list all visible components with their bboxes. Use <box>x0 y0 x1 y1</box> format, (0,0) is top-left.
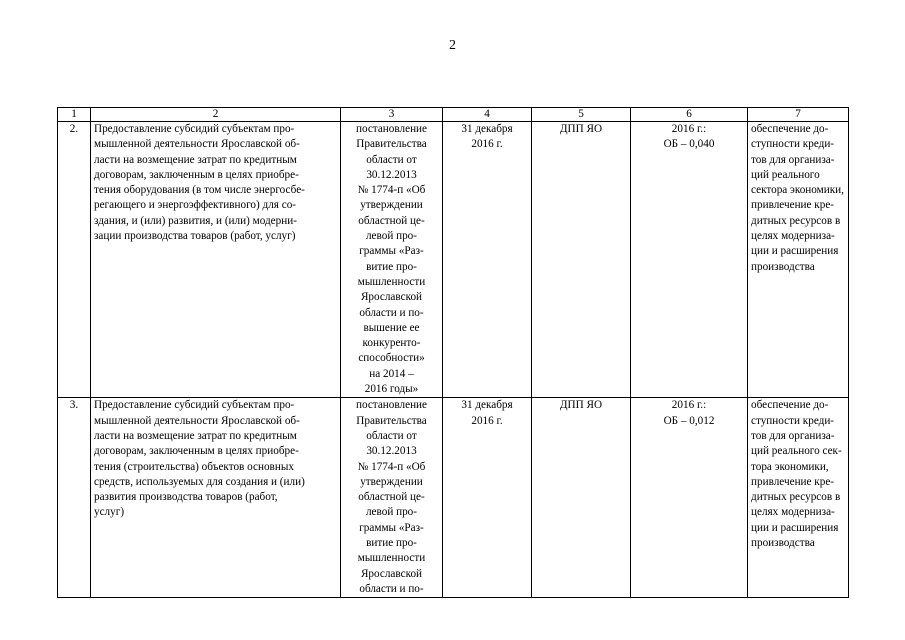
measures-table <box>57 107 849 598</box>
column-header: 6 <box>631 108 748 122</box>
executor: ДПП ЯО <box>532 398 631 598</box>
legal-act: постановление Правительства области от 30.12.2013 № 1774-п «Об утверждении областной це- левой про- граммы «Раз- витие про- мышленности Ярославской области и по- <box>341 398 443 598</box>
executor: ДПП ЯО <box>532 122 631 398</box>
expected-result: обеспечение до- ступности креди- тов для организа- ций реального сектора экономики, привлечение кре- дитных ресурсов в целях модерниза- ции и расширения производства <box>748 122 849 398</box>
measure-description: Предоставление субсидий субъектам про- мышленной деятельности Ярославской об- ласти на возмещение затрат по кредитным договорам, заключенным в целях приобре- тения (строительства) объектов основных средств, используемых для создания и (или) развития производства товаров (работ, услуг) <box>91 398 341 598</box>
table-row <box>58 398 849 598</box>
funding: 2016 г.: ОБ – 0,040 <box>631 122 748 398</box>
expected-result: обеспечение до- ступности креди- тов для организа- ций реального сек- тора экономики, привлечение кре- дитных ресурсов в целях модерниза- ции и расширения производства <box>748 398 849 598</box>
header-row <box>58 108 849 122</box>
legal-act: постановление Правительства области от 30.12.2013 № 1774-п «Об утверждении областной це- левой про- граммы «Раз- витие про- мышленности Ярославской области и по- вышение ее конкуренто- способности» на 2014 – 2016 годы» <box>341 122 443 398</box>
column-header: 5 <box>532 108 631 122</box>
measure-description: Предоставление субсидий субъектам про- мышленной деятельности Ярославской об- ласти на возмещение затрат по кредитным договорам, заключенным в целях приобре- тения оборудования (в том числе энергосбе- регающего и энергоэффективного) для со- здания, и (или) развития, и (или) модерни- зации производства товаров (работ, услуг) <box>91 122 341 398</box>
column-header: 3 <box>341 108 443 122</box>
column-header: 7 <box>748 108 849 122</box>
column-header: 1 <box>58 108 91 122</box>
funding: 2016 г.: ОБ – 0,012 <box>631 398 748 598</box>
table-row <box>58 122 849 398</box>
page-number: 2 <box>449 38 456 53</box>
column-header: 4 <box>443 108 532 122</box>
column-header: 2 <box>91 108 341 122</box>
deadline: 31 декабря 2016 г. <box>443 398 532 598</box>
row-number: 2. <box>58 122 91 398</box>
deadline: 31 декабря 2016 г. <box>443 122 532 398</box>
row-number: 3. <box>58 398 91 598</box>
